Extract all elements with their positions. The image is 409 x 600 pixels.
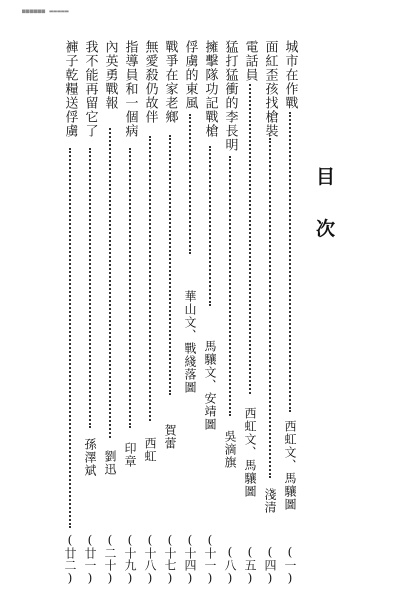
leader-dots [129,148,131,428]
toc-title: 城市在作戰 [282,40,298,110]
toc-author: 賀蕾 [163,424,177,450]
toc-page: (四) [263,545,277,585]
leader-dots [189,114,191,254]
toc-page: (十一) [203,533,217,585]
toc-entry-3[interactable] [240,40,260,585]
heading-char-1: 目 [316,166,336,188]
toc-author: 孫澤斌 [83,438,97,477]
toc-entry-1[interactable] [280,40,300,585]
toc-title: 擁擊隊功記戰槍 [202,40,218,138]
toc-page: (十八) [143,533,157,585]
toc-author: 淺清 [263,488,277,514]
toc-page: (十九) [123,533,137,585]
toc-page: (二十) [103,533,117,585]
toc-author: 西虹 [143,437,157,463]
toc-entry-4[interactable] [220,40,240,585]
toc-title: 面紅歪孩找槍裝 [262,40,278,138]
toc-author: 吳滴旗 [223,430,237,469]
watermark-text: ■■■■■■ ▬▬▬▬▬ [22,7,69,15]
toc-entry-12[interactable] [60,40,80,585]
leader-dots [229,156,231,416]
toc-page: (廿一) [83,533,97,585]
leader-dots [169,135,171,395]
toc-author: 西虹文、馬驤圖 [243,407,257,498]
toc-entry-10[interactable] [100,40,120,585]
leader-dots [209,146,211,306]
leader-dots [69,148,71,528]
toc-title: 俘虜的東風 [182,40,198,110]
toc-entry-8[interactable] [140,40,160,585]
toc-page: (八) [223,545,237,585]
toc-entry-5[interactable] [200,40,220,585]
toc-entry-2[interactable] [260,40,280,585]
scan-watermark [22,6,69,16]
leader-dots [269,138,271,478]
toc-page: (十四) [183,533,197,585]
toc-title: 指導員和一個病 [122,40,138,138]
toc-page: (一) [283,545,297,585]
toc-title: 電話員 [242,40,258,82]
toc-title: 我不能再留它了 [82,40,98,138]
toc-author: 西虹文、馬驤圖 [283,420,297,511]
toc-author: 華山文、戰綫落圖 [183,290,197,394]
table-of-contents [60,40,300,585]
toc-title: 猛打猛衝的李長明 [222,40,238,152]
leader-dots [149,136,151,421]
leader-dots [89,148,91,428]
toc-entry-11[interactable] [80,40,100,585]
leader-dots [249,84,251,394]
toc-title: 褲子乾糧送俘虜 [62,40,78,138]
toc-author: 劉迅 [103,450,117,476]
toc-title: 無愛殺仍故伴 [142,40,158,124]
toc-page: (五) [243,545,257,585]
toc-author: 馬驤文、安靖圖 [203,340,217,431]
toc-entry-9[interactable] [120,40,140,585]
leader-dots [289,112,291,412]
toc-title: 內英勇戰報 [102,40,118,110]
heading-char-2: 次 [316,218,336,240]
leader-dots [109,128,111,438]
toc-entry-7[interactable] [160,40,180,585]
toc-page: (廿二) [63,533,77,585]
toc-entry-6[interactable] [180,40,200,585]
toc-page: (十七) [163,533,177,585]
toc-author: 印章 [123,442,137,468]
toc-title: 戰爭在家老鄉 [162,40,178,124]
